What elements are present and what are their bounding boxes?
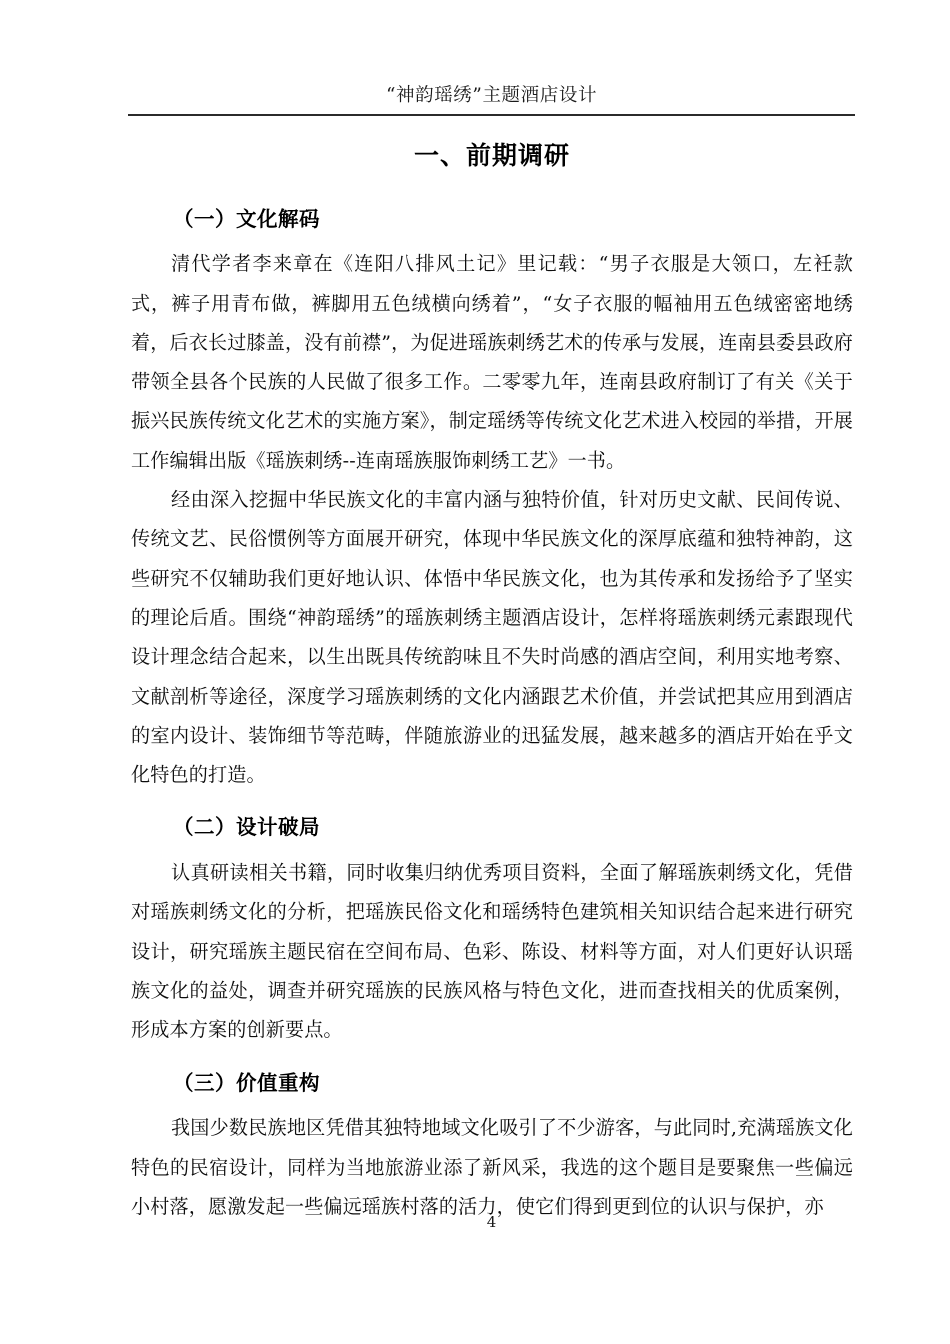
heading-gap bbox=[131, 234, 853, 244]
section-gap-1 bbox=[131, 794, 853, 812]
paragraph-3-1: 我国少数民族地区凭借其独特地域文化吸引了不少游客，与此同时,充满瑶族文化特色的民宿设计，同样为当地旅游业添了新风采，我选的这个题目是要聚焦一些偏远小村落，愿激发起一些偏远瑶族村落的活力，使它们得到更到位的认识与保护，亦 bbox=[131, 1116, 853, 1218]
section-cultural-decoding bbox=[131, 204, 853, 795]
paragraph-1-2: 经由深入挖掘中华民族文化的丰富内涵与独特价值，针对历史文献、民间传说、传统文艺、民俗惯例等方面展开研究，体现中华民族文化的深厚底蕴和独特神韵，这些研究不仅辅助我们更好地认识、体悟中华民族文化，也为其传承和发扬给予了坚实的理论后盾。围绕“神韵瑶绣”的瑶族刺绣主题酒店设计，怎样将瑶族刺绣元素跟现代设计理念结合起来，以生出既具传统韵味且不失时尚感的酒店空间，利用实地考察、文献剖析等途径，深度学习瑶族刺绣的文化内涵跟艺术价值，并尝试把其应用到酒店的室内设计、装饰细节等范畴，伴随旅游业的迅猛发展，越来越多的酒店开始在乎文化特色的打造。 bbox=[131, 488, 853, 787]
title-spacer bbox=[131, 175, 853, 204]
paragraph-1-1: 清代学者李来章在《连阳八排风土记》里记载：“男子衣服是大领口，左衽款式，裤子用青布做，裤脚用五色绒横向绣着”，“女子衣服的幅袖用五色绒密密地绣着，后衣长过膝盖，没有前襟”，为促进瑶族刺绣艺术的传承与发展，连南县委县政府带领全县各个民族的人民做了很多工作。二零零九年，连南县政府制订了有关《关于振兴民族传统文化艺术的实施方案》，制定瑶绣等传统文化艺术进入校园的举措，开展工作编辑出版《瑶族刺绣--连南瑶族服饰刺绣工艺》一书。 bbox=[131, 252, 853, 472]
running-header-title: “神韵瑶绣”主题酒店设计 bbox=[385, 85, 598, 106]
section-heading-1: （一）文化解码 bbox=[173, 206, 320, 231]
header-divider-rule bbox=[128, 114, 855, 116]
heading-gap bbox=[131, 1098, 853, 1108]
page-footer bbox=[128, 1212, 855, 1231]
section-heading-3: （三）价值重构 bbox=[173, 1070, 320, 1095]
section-heading-2: （二）设计破局 bbox=[173, 815, 320, 840]
section-value-reconstruction bbox=[131, 1068, 853, 1227]
heading-gap bbox=[131, 843, 853, 853]
page-number: 4 bbox=[486, 1213, 497, 1231]
paragraph-2-1: 认真研读相关书籍，同时收集归纳优秀项目资料，全面了解瑶族刺绣文化，凭借对瑶族刺绣文化的分析，把瑶族民俗文化和瑶绣特色建筑相关知识结合起来进行研究设计，研究瑶族主题民宿在空间布局、色彩、陈设、材料等方面，对人们更好认识瑶族文化的益处，调查并研究瑶族的民族风格与特色文化，进而查找相关的优质案例，形成本方案的创新要点。 bbox=[131, 861, 853, 1042]
page-header bbox=[128, 84, 855, 116]
page-title: 一、前期调研 bbox=[413, 141, 570, 170]
document-body bbox=[131, 137, 853, 1226]
section-gap-2 bbox=[131, 1050, 853, 1068]
section-design-breakthrough bbox=[131, 812, 853, 1049]
